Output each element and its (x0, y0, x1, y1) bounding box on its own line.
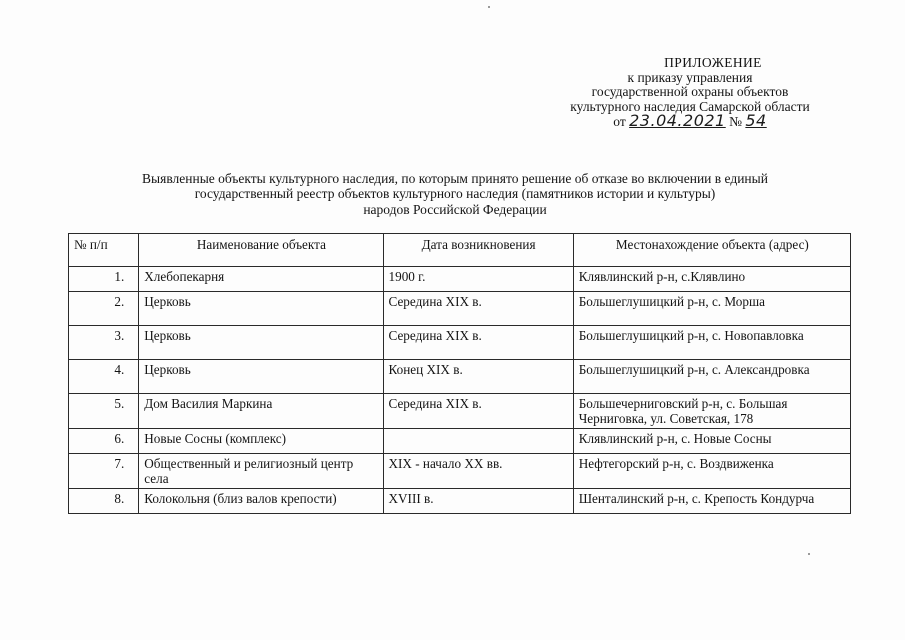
cell-date: Конец XIX в. (383, 360, 573, 394)
handwritten-number: 54 (745, 111, 767, 131)
table-row (69, 454, 851, 489)
cell-date: XVIII в. (383, 489, 573, 514)
cell-location: Шенталинский р-н, с. Крепость Кондурча (573, 489, 850, 514)
cell-location: Большеглушицкий р-н, с. Новопавловка (573, 326, 850, 360)
cell-num: 6. (69, 429, 139, 454)
heritage-objects-table (68, 233, 851, 514)
cell-name: Церковь (139, 292, 383, 326)
appendix-line-1: к приказу управления (627, 69, 753, 85)
cell-name: Новые Сосны (комплекс) (139, 429, 383, 454)
cell-location: Большеглушицкий р-н, с. Александровка (573, 360, 850, 394)
cell-num: 5. (69, 394, 139, 429)
date-prefix: от (613, 114, 626, 130)
scan-speck (808, 553, 810, 555)
cell-num: 4. (69, 360, 139, 394)
cell-num: 8. (69, 489, 139, 514)
table-row (69, 267, 851, 292)
title-line-1: Выявленные объекты культурного наследия, по которым принято решение об отказе во включении в единый (142, 171, 768, 186)
cell-name: Дом Василия Маркина (139, 394, 383, 429)
cell-num: 7. (69, 454, 139, 489)
appendix-line-2: государственной охраны объектов (591, 84, 789, 100)
cell-date: XIX - начало XX вв. (383, 454, 573, 489)
cell-date (383, 429, 573, 454)
scan-speck (488, 6, 490, 8)
cell-location: Клявлинский р-н, с.Клявлино (573, 267, 850, 292)
header-num: № п/п (69, 234, 139, 267)
title-line-2: государственный реестр объектов культурного наследия (памятников истории и культуры) (194, 186, 716, 202)
cell-location: Клявлинский р-н, с. Новые Сосны (573, 429, 850, 454)
table-row (69, 326, 851, 360)
cell-date: 1900 г. (383, 267, 573, 292)
table-row (69, 394, 851, 429)
appendix-line-3: культурного наследия Самарской области (570, 98, 810, 114)
handwritten-date: 23.04.2021 (629, 111, 726, 131)
cell-location: Большеглушицкий р-н, с. Морша (573, 292, 850, 326)
cell-location: Большечерниговский р-н, с. Большая Черниговка, ул. Советская, 178 (573, 394, 850, 429)
header-location: Местонахождение объекта (адрес) (573, 234, 850, 267)
cell-num: 1. (69, 267, 139, 292)
cell-num: 2. (69, 292, 139, 326)
table-header-row (69, 234, 851, 267)
cell-name: Общественный и религиозный центр села (139, 454, 383, 489)
table-row (69, 489, 851, 514)
header-date: Дата возникновения (383, 234, 573, 267)
table-row (69, 292, 851, 326)
number-prefix: № (729, 114, 742, 130)
cell-name: Хлебопекарня (139, 267, 383, 292)
cell-location: Нефтегорский р-н, с. Воздвиженка (573, 454, 850, 489)
cell-name: Церковь (139, 360, 383, 394)
cell-date: Середина XIX в. (383, 394, 573, 429)
cell-date: Середина XIX в. (383, 292, 573, 326)
order-date-number-line (540, 111, 840, 131)
appendix-block (540, 56, 840, 130)
cell-date: Середина XIX в. (383, 326, 573, 360)
cell-name: Колокольня (близ валов крепости) (139, 489, 383, 514)
header-name: Наименование объекта (139, 234, 383, 267)
table-row (69, 360, 851, 394)
title-line-3: народов Российской Федерации (363, 201, 547, 217)
table-row (69, 429, 851, 454)
document-title (95, 171, 815, 217)
appendix-heading: ПРИЛОЖЕНИЕ (664, 55, 762, 70)
cell-num: 3. (69, 326, 139, 360)
cell-name: Церковь (139, 326, 383, 360)
